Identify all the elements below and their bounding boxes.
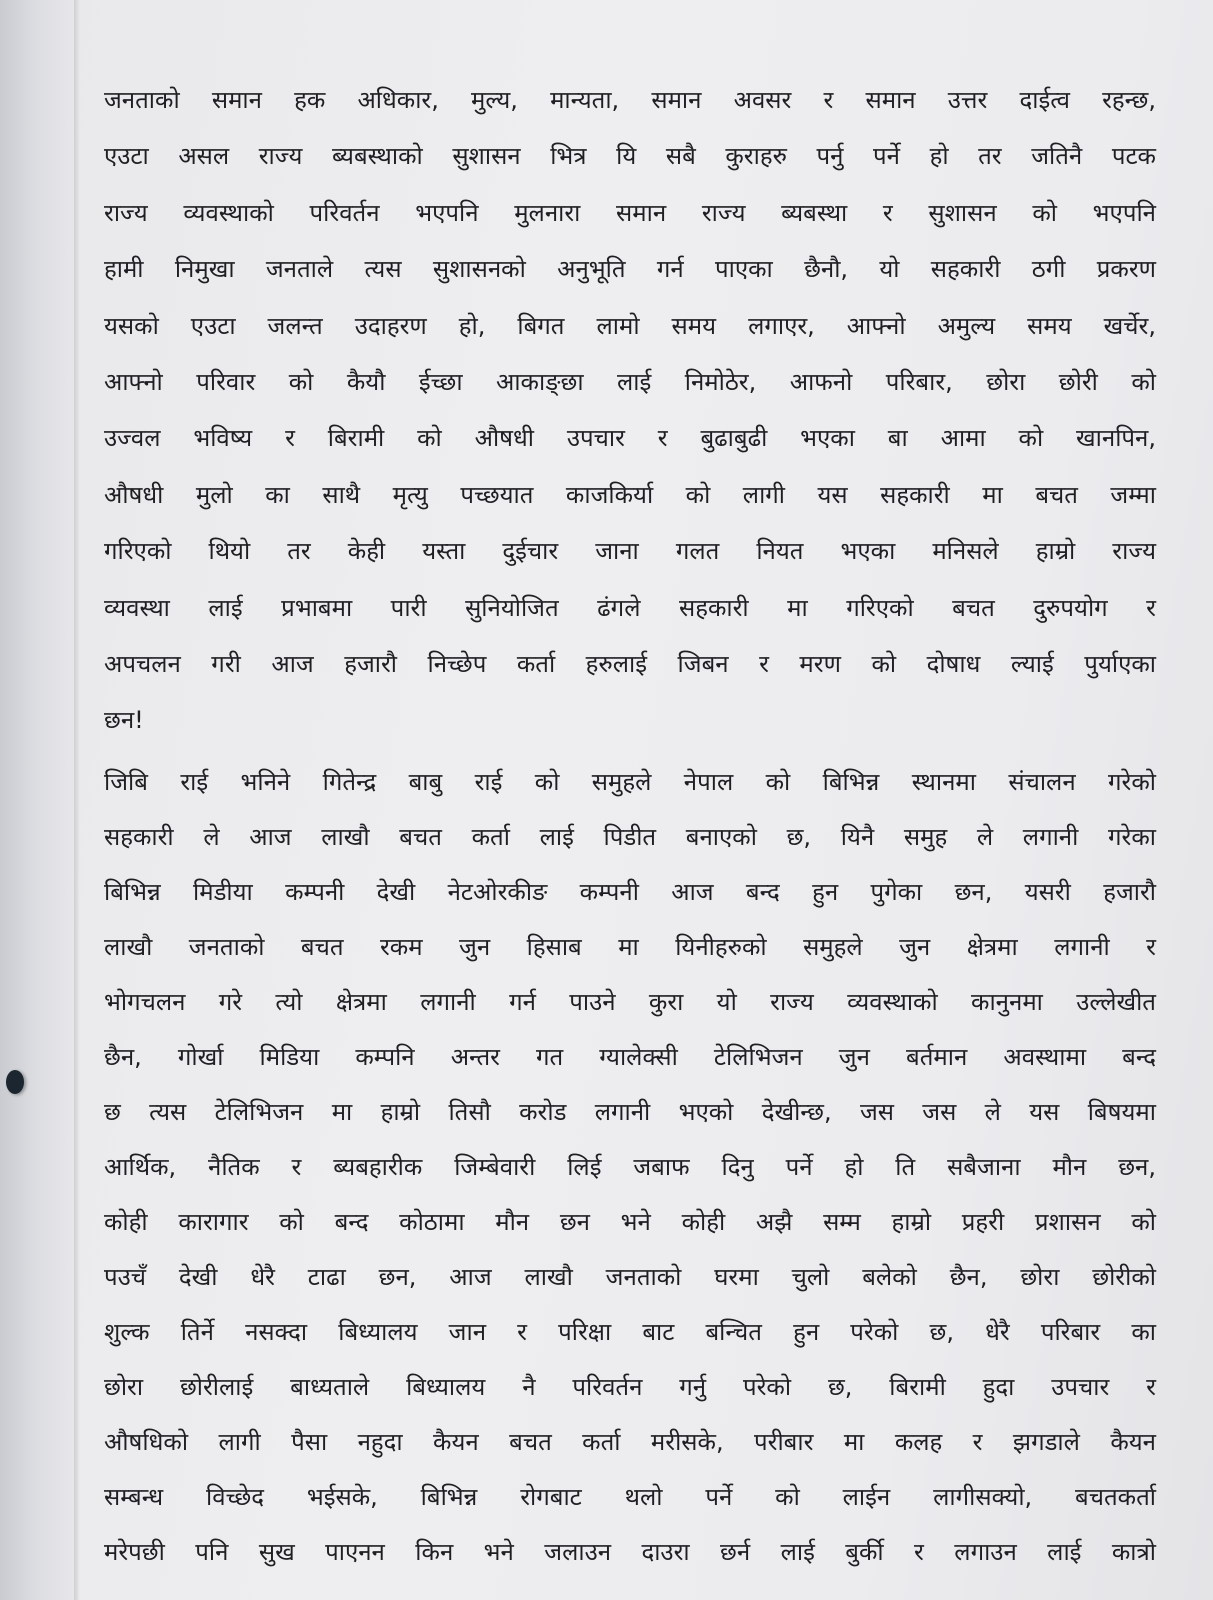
text-line: व्यवस्था लाई प्रभाबमा पारी सुनियोजित ढंगले सहकारी मा गरिएको बचत दुरुपयोग र: [104, 593, 1156, 622]
text-line: एउटा असल राज्य ब्यबस्थाको सुशासन भित्र यि सबै कुराहरु पर्नु पर्ने हो तर जतिनै पटक: [104, 142, 1156, 171]
page-margin-edge: [0, 0, 78, 1600]
document-body: [104, 72, 1156, 1580]
paragraph-2: [104, 755, 1156, 1580]
text-line: शुल्क तिर्ने नसक्दा बिध्यालय जान र परिक्षा बाट बन्चित हुन परेको छ, धेरै परिबार का: [104, 1317, 1156, 1346]
binding-hole: [6, 1070, 24, 1094]
text-line: छन!: [104, 706, 144, 735]
text-line: लाखौ जनताको बचत रकम जुन हिसाब मा यिनीहरुको समुहले जुन क्षेत्रमा लगानी र: [104, 932, 1156, 961]
text-line: भोगचलन गरे त्यो क्षेत्रमा लगानी गर्न पाउने कुरा यो राज्य व्यवस्थाको कानुनमा उल्लेखीत: [104, 987, 1156, 1016]
text-line: उज्वल भविष्य र बिरामी को औषधी उपचार र बुढाबुढी भएका बा आमा को खानपिन,: [104, 424, 1156, 453]
text-line: सम्बन्ध विच्छेद भईसके, बिभिन्न रोगबाट थलो पर्ने को लाईन लागीसक्यो, बचतकर्ता: [104, 1482, 1156, 1511]
text-line: जिबि राई भनिने गितेन्द्र बाबु राई को समुहले नेपाल को बिभिन्न स्थानमा संचालन गरेको: [104, 767, 1156, 796]
text-line: छोरा छोरीलाई बाध्यताले बिध्यालय नै परिवर्तन गर्नु परेको छ, बिरामी हुदा उपचार र: [104, 1372, 1156, 1401]
text-line: जनताको समान हक अधिकार, मुल्य, मान्यता, समान अवसर र समान उत्तर दाईत्व रहन्छ,: [104, 86, 1156, 114]
text-line: औषधिको लागी पैसा नहुदा कैयन बचत कर्ता मरीसके, परीबार मा कलह र झगडाले कैयन: [104, 1427, 1156, 1456]
text-line: अपचलन गरी आज हजारौ निच्छेप कर्ता हरुलाई जिबन र मरण को दोषाध ल्याई पुर्याएका: [104, 649, 1156, 678]
text-line: आर्थिक, नैतिक र ब्यबहारीक जिम्बेवारी लिई जबाफ दिनु पर्ने हो ति सबैजाना मौन छन,: [104, 1152, 1156, 1181]
paragraph-1: [104, 72, 1156, 749]
text-line: औषधी मुलो का साथै मृत्यु पच्छयात काजकिर्या को लागी यस सहकारी मा बचत जम्मा: [104, 480, 1156, 509]
text-line: पउचँ देखी धेरै टाढा छन, आज लाखौ जनताको घरमा चुलो बलेको छैन, छोरा छोरीको: [104, 1262, 1156, 1291]
text-line: मरेपछी पनि सुख पाएनन किन भने जलाउन दाउरा छर्न लाई बुर्की र लगाउन लाई कात्रो: [104, 1537, 1156, 1566]
text-line: हामी निमुखा जनताले त्यस सुशासनको अनुभूति गर्न पाएका छैनौ, यो सहकारी ठगी प्रकरण: [104, 255, 1156, 284]
text-line: सहकारी ले आज लाखौ बचत कर्ता लाई पिडीत बनाएको छ, यिनै समुह ले लगानी गरेका: [104, 822, 1156, 851]
text-line: कोही कारागार को बन्द कोठामा मौन छन भने कोही अझै सम्म हाम्रो प्रहरी प्रशासन को: [104, 1207, 1156, 1236]
text-line: राज्य व्यवस्थाको परिवर्तन भएपनि मुलनारा समान राज्य ब्यबस्था र सुशासन को भएपनि: [104, 198, 1156, 227]
text-line: छैन, गोर्खा मिडिया कम्पनि अन्तर गत ग्यालेक्सी टेलिभिजन जुन बर्तमान अवस्थामा बन्द: [104, 1042, 1156, 1071]
text-line: यसको एउटा जलन्त उदाहरण हो, बिगत लामो समय लगाएर, आफ्नो अमुल्य समय खर्चेर,: [104, 311, 1156, 340]
text-line: गरिएको थियो तर केही यस्ता दुईचार जाना गलत नियत भएका मनिसले हाम्रो राज्य: [104, 537, 1156, 566]
page-fold-shadow: [74, 0, 80, 1600]
text-line: बिभिन्न मिडीया कम्पनी देखी नेटओरकीङ कम्पनी आज बन्द हुन पुगेका छन, यसरी हजारौ: [104, 877, 1156, 906]
text-line: आफ्नो परिवार को कैयौ ईच्छा आकाङ्छा लाई निमोठेर, आफनो परिबार, छोरा छोरी को: [104, 367, 1156, 396]
text-line: छ त्यस टेलिभिजन मा हाम्रो तिसौ करोड लगानी भएको देखीन्छ, जस जस ले यस बिषयमा: [104, 1097, 1156, 1126]
